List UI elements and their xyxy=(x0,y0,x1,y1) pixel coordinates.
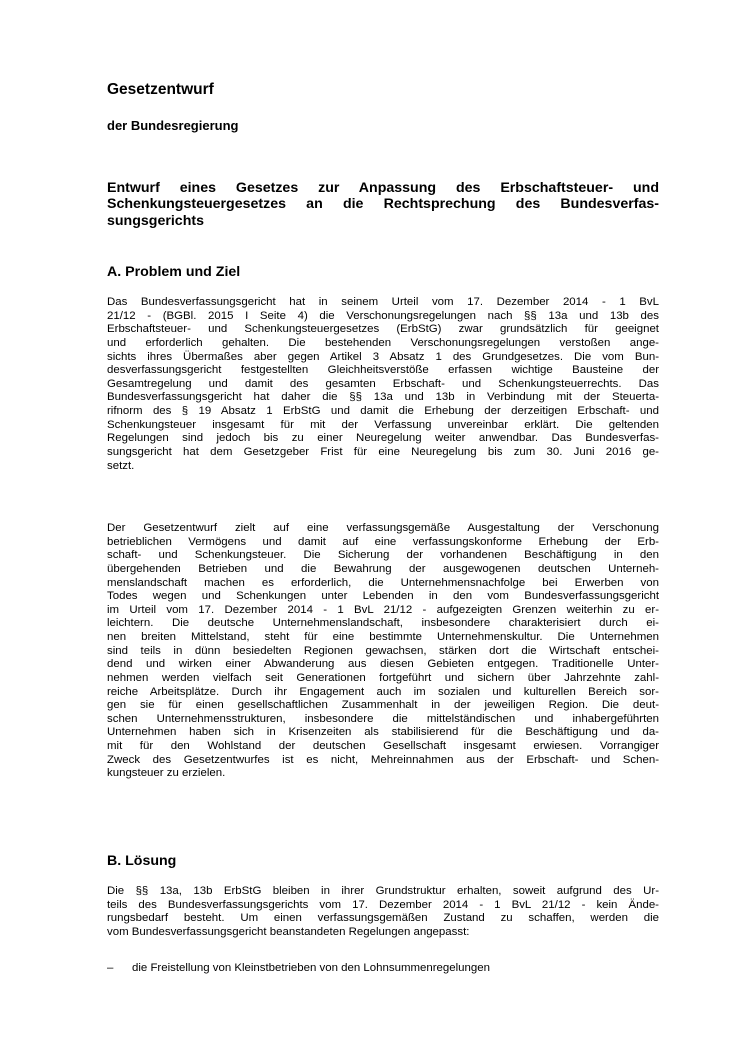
text-line: Unternehmen haben sich in Krisenzeiten als stabilisierend für die Beschäftigung und da- xyxy=(107,726,659,739)
text-line: rifnorm des § 19 Absatz 1 ErbStG und damit die Erhebung der derzeitigen Erbschaft- und xyxy=(107,405,659,417)
text-line: Das Bundesverfassungsgericht hat in seinem Urteil vom 17. Dezember 2014 - 1 BvL xyxy=(107,296,659,308)
text-line: mit für den Wohlstand der deutschen Gesellschaft insgesamt erwiesen. Vorrangiger xyxy=(107,740,659,752)
text-line: gen sie für einen gesellschaftlichen Zusammenhalt in der jeweiligen Region. Die deut- xyxy=(107,699,659,712)
section-a-paragraph-2 xyxy=(107,522,659,781)
document-subtitle: der Bundesregierung xyxy=(107,118,239,133)
section-b-heading: B. Lösung xyxy=(107,853,177,869)
text-line: dend und wirken einer Abwanderung aus diesen Gebieten entgegen. Traditionelle Unter- xyxy=(107,658,659,671)
text-line: Gesamtregelung und damit des gesamten Erbschaft- und Schenkungsteuerrechts. Das xyxy=(107,377,659,390)
text-line: kungsteuer zu erzielen. xyxy=(107,767,226,780)
text-line: nen breiten Mittelstand, steht für eine bestimmte Unternehmenskultur. Die Unternehmen xyxy=(107,631,659,643)
list-dash: – xyxy=(107,962,114,974)
text-line: sichts ihres Übermaßes aber gegen Artikel 3 Absatz 1 des Grundgesetzes. Die vom Bun- xyxy=(107,350,659,363)
text-line: teils des Bundesverfassungsgerichts vom 17. Dezember 2014 - 1 BvL 21/12 - kein Ände- xyxy=(107,898,659,911)
text-line: sungsgericht hat dem Gesetzgeber Frist für eine Neuregelung bis zum 30. Juni 2016 ge- xyxy=(107,445,659,458)
text-line: und erforderlich gehalten. Die bestehenden Verschonungsregelungen verstoßen ange- xyxy=(107,336,659,349)
text-line: setzt. xyxy=(107,459,135,472)
section-a-paragraph-1 xyxy=(107,296,659,473)
text-line: Schenkungsteuer insgesamt für mit der Verfassung unvereinbar erklärt. Die geltenden xyxy=(107,418,659,431)
text-line: leichtern. Die deutsche Unternehmenslandschaft, insbesondere charakterisiert durch ei- xyxy=(107,617,659,630)
list-item-text: die Freistellung von Kleinstbetrieben von den Lohnsummenregelungen xyxy=(132,962,490,974)
text-line: schen Unternehmensstrukturen, insbesondere die mittelständischen und inhabergeführten xyxy=(107,712,659,725)
text-line: Bundesverfassungsgericht hat daher die §§ 13a und 13b in Verbindung mit der Steuerta- xyxy=(107,391,659,404)
text-line: im Urteil vom 17. Dezember 2014 - 1 BvL 21/12 - aufgezeigten Grenzen weiterhin zu er- xyxy=(107,603,659,616)
section-b-paragraph-1 xyxy=(107,885,659,940)
text-line: nehmen werden vielfach seit Generationen fortgeführt und sichern über Jahrzehnte zahl- xyxy=(107,671,659,684)
text-line: reiche Arbeitsplätze. Durch ihr Engagement auch im sozialen und kulturellen Bereich sor- xyxy=(107,685,659,698)
text-line: betrieblichen Vermögens und damit auf eine verfassungskonforme Erhebung der Erb- xyxy=(107,535,659,548)
text-line: Regelungen sind jedoch bis zu einer Neuregelung weiter anwendbar. Das Bundesverfas- xyxy=(107,432,659,445)
text-line: vom Bundesverfassungsgericht beanstandeten Regelungen angepasst: xyxy=(107,925,470,938)
text-line: übergehenden Betrieben und die Bewahrung der ausgewogenen deutschen Unterneh- xyxy=(107,562,659,575)
text-line: Die §§ 13a, 13b ErbStG bleiben in ihrer Grundstruktur erhalten, soweit aufgrund des Ur- xyxy=(107,885,659,897)
text-line: menslandschaft machen es erforderlich, die Unternehmensnachfolge bei Erwerben von xyxy=(107,576,659,589)
text-line: desverfassungsgericht festgestellten Gleichheitsverstöße erfassen wichtige Bausteine der xyxy=(107,364,659,377)
text-line: schaft- und Schenkungsteuer. Die Sicherung der vorhandenen Beschäftigung in den xyxy=(107,549,659,562)
text-line: Zweck des Gesetzentwurfes ist es nicht, Mehreinnahmen aus der Erbschaft- und Schen- xyxy=(107,753,659,766)
section-a-heading: A. Problem und Ziel xyxy=(107,264,241,280)
text-line: Erbschaftsteuer- und Schenkungsteuergesetzes (ErbStG) zwar grundsätzlich für geeignet xyxy=(107,323,659,336)
text-line: Der Gesetzentwurf zielt auf eine verfassungsgemäße Ausgestaltung der Verschonung xyxy=(107,522,659,534)
text-line: Todes wegen und Schenkungen unter Lebenden in den vom Bundesverfassungsgericht xyxy=(107,590,659,603)
text-line: rungsbedarf besteht. Um einen verfassungsgemäßen Zustand zu schaffen, werden die xyxy=(107,912,659,925)
text-line: sind teils in dünn besiedelten Regionen gewachsen, stärken dort die Wirtschaft entschei- xyxy=(107,644,659,657)
document-title: Gesetzentwurf xyxy=(107,81,214,98)
law-title: Entwurf eines Gesetzes zur Anpassung des Erbschaftsteuer- und Schenkungsteuergesetzes an die Rechtsprechung des Bundesverfassungsgerichts xyxy=(107,180,659,229)
text-line: 21/12 - (BGBl. 2015 I Seite 4) die Verschonungsregelungen nach §§ 13a und 13b des xyxy=(107,309,659,322)
